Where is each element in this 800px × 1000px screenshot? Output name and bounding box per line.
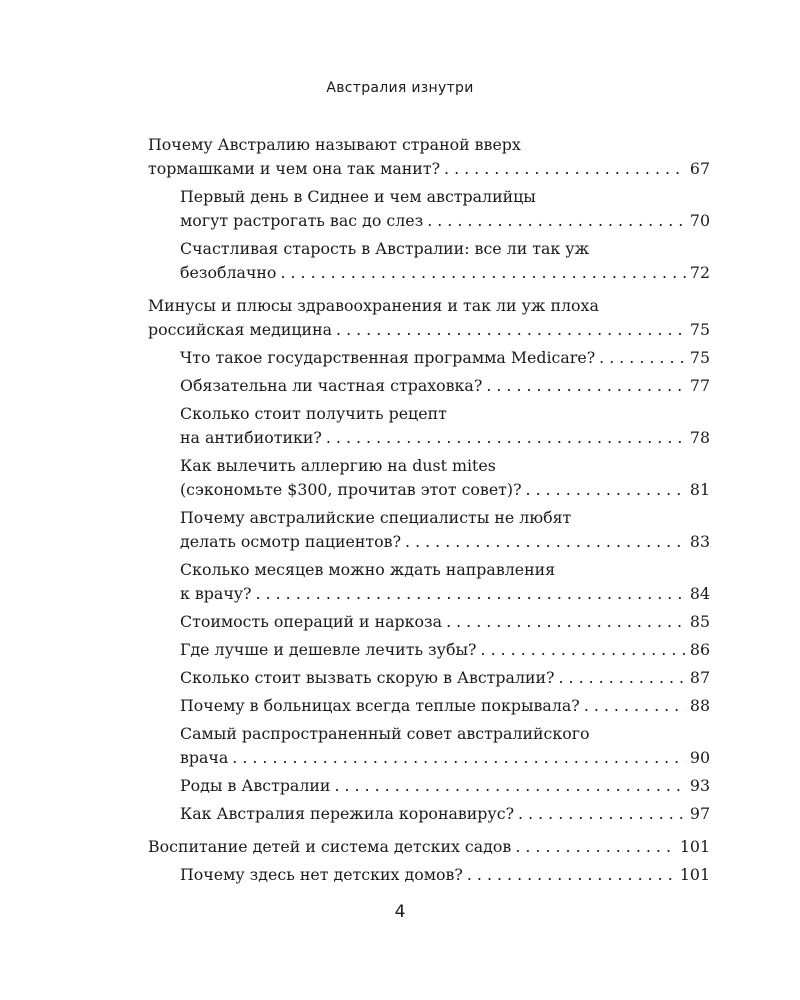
toc-subentry xyxy=(148,774,710,798)
dot-leader xyxy=(518,802,686,826)
toc-entry-title: (сэкономьте $300, прочитав этот совет)? xyxy=(180,480,522,499)
toc-page-number: 101 xyxy=(679,865,710,884)
toc-entry-title: Как Австралия пережила коронавирус? xyxy=(180,804,515,823)
toc-chapter xyxy=(148,835,710,859)
toc-entry-line: Почему австралийские специалисты не любят xyxy=(180,508,572,527)
toc-subentry xyxy=(148,402,710,450)
toc-subentry xyxy=(148,694,710,718)
toc-entry-title: Роды в Австралии xyxy=(180,776,331,795)
toc-entry-last-line xyxy=(180,374,710,398)
toc-entry-line: Счастливая старость в Австралии: все ли так уж xyxy=(180,239,590,258)
dot-leader xyxy=(526,478,686,502)
toc-entry-line: Самый распространенный совет австралийского xyxy=(180,724,590,743)
toc-entry-title: тормашками и чем она так манит? xyxy=(148,159,441,178)
toc-entry-title: Почему в больницах всегда теплые покрывала? xyxy=(180,696,580,715)
dot-leader xyxy=(256,582,686,606)
toc-entry-line: Сколько стоит получить рецепт xyxy=(180,404,447,423)
running-head: Австралия изнутри xyxy=(326,80,474,96)
toc-entry-title: Воспитание детей и система детских садов xyxy=(148,837,512,856)
toc-page-number: 75 xyxy=(689,320,710,339)
toc-subentry xyxy=(148,666,710,690)
dot-leader xyxy=(446,610,686,634)
dot-leader xyxy=(280,261,685,285)
toc-entry-title: Обязательна ли частная страховка? xyxy=(180,376,483,395)
toc-section xyxy=(148,133,710,285)
toc-subentry xyxy=(148,454,710,502)
page-number: 4 xyxy=(394,902,406,922)
dot-leader xyxy=(584,694,686,718)
toc-subentry xyxy=(148,237,710,285)
toc-page-number: 90 xyxy=(689,748,710,767)
toc-subentry xyxy=(148,610,710,634)
toc-entry-last-line xyxy=(148,318,710,342)
toc-entry-line: Минусы и плюсы здравоохранения и так ли уж плоха xyxy=(148,296,599,315)
toc-entry-title: врача xyxy=(180,748,229,767)
toc-entry-last-line xyxy=(180,666,710,690)
toc-subentry xyxy=(148,374,710,398)
toc-entry-last-line xyxy=(180,582,710,606)
toc-page-number: 70 xyxy=(689,211,710,230)
toc-page-number: 83 xyxy=(689,532,710,551)
dot-leader xyxy=(515,835,676,859)
toc-subentry xyxy=(148,346,710,370)
toc-entry-last-line xyxy=(180,694,710,718)
toc-chapter xyxy=(148,133,710,181)
dot-leader xyxy=(405,530,686,554)
dot-leader xyxy=(486,374,686,398)
toc-page-number: 87 xyxy=(689,668,710,687)
toc-entry-title: Сколько стоит вызвать скорую в Австралии? xyxy=(180,668,555,687)
toc-page-number: 77 xyxy=(689,376,710,395)
toc-subentry xyxy=(148,722,710,770)
dot-leader xyxy=(427,209,686,233)
dot-leader xyxy=(232,746,686,770)
toc-subentry xyxy=(148,863,710,887)
toc-page-number: 81 xyxy=(689,480,710,499)
toc-entry-title: российская медицина xyxy=(148,320,333,339)
toc-page-number: 78 xyxy=(689,428,710,447)
toc-entry-last-line xyxy=(180,478,710,502)
toc-entry-title: могут растрогать вас до слез xyxy=(180,211,424,230)
toc-entry-title: Почему здесь нет детских домов? xyxy=(180,865,463,884)
toc-section xyxy=(148,294,710,826)
toc-page-number: 93 xyxy=(689,776,710,795)
toc-subentry xyxy=(148,558,710,606)
toc-entry-last-line xyxy=(180,346,710,370)
dot-leader xyxy=(334,774,685,798)
toc-entry-title: к врачу? xyxy=(180,584,252,603)
toc-entry-last-line xyxy=(148,157,710,181)
toc-section xyxy=(148,835,710,887)
toc-entry-last-line xyxy=(180,863,710,887)
toc-entry-line: Первый день в Сиднее и чем австралийцы xyxy=(180,187,536,206)
toc-entry-last-line xyxy=(180,774,710,798)
toc-page-number: 75 xyxy=(689,348,710,367)
dot-leader xyxy=(326,426,686,450)
toc-subentry xyxy=(148,638,710,662)
toc-subentry xyxy=(148,506,710,554)
toc-page-number: 85 xyxy=(689,612,710,631)
toc-entry-title: Стоимость операций и наркоза xyxy=(180,612,443,631)
dot-leader xyxy=(467,863,676,887)
dot-leader xyxy=(336,318,686,342)
toc-entry-title: Что такое государственная программа Medicare? xyxy=(180,348,596,367)
toc-entry-line: Сколько месяцев можно ждать направления xyxy=(180,560,556,579)
toc-entry-title: Где лучше и дешевле лечить зубы? xyxy=(180,640,477,659)
toc-page-number: 86 xyxy=(689,640,710,659)
toc-page-number: 84 xyxy=(689,584,710,603)
toc-page-number: 88 xyxy=(689,696,710,715)
toc-entry-line: Почему Австралию называют страной вверх xyxy=(148,135,521,154)
table-of-contents xyxy=(148,133,710,896)
toc-entry-line: Как вылечить аллергию на dust mites xyxy=(180,456,496,475)
toc-page-number: 72 xyxy=(689,263,710,282)
toc-entry-last-line xyxy=(180,261,710,285)
toc-entry-last-line xyxy=(180,802,710,826)
toc-entry-last-line xyxy=(180,638,710,662)
toc-entry-last-line xyxy=(180,209,710,233)
toc-subentry xyxy=(148,185,710,233)
toc-page-number: 101 xyxy=(679,837,710,856)
toc-entry-last-line xyxy=(180,746,710,770)
toc-entry-last-line xyxy=(180,530,710,554)
dot-leader xyxy=(444,157,686,181)
toc-page-number: 67 xyxy=(689,159,710,178)
toc-entry-last-line xyxy=(180,426,710,450)
toc-chapter xyxy=(148,294,710,342)
dot-leader xyxy=(559,666,686,690)
toc-entry-last-line xyxy=(148,835,710,859)
toc-entry-last-line xyxy=(180,610,710,634)
toc-entry-title: делать осмотр пациентов? xyxy=(180,532,402,551)
toc-entry-title: на антибиотики? xyxy=(180,428,322,447)
toc-page-number: 97 xyxy=(689,804,710,823)
dot-leader xyxy=(599,346,686,370)
toc-entry-title: безоблачно xyxy=(180,263,277,282)
toc-subentry xyxy=(148,802,710,826)
dot-leader xyxy=(481,638,686,662)
